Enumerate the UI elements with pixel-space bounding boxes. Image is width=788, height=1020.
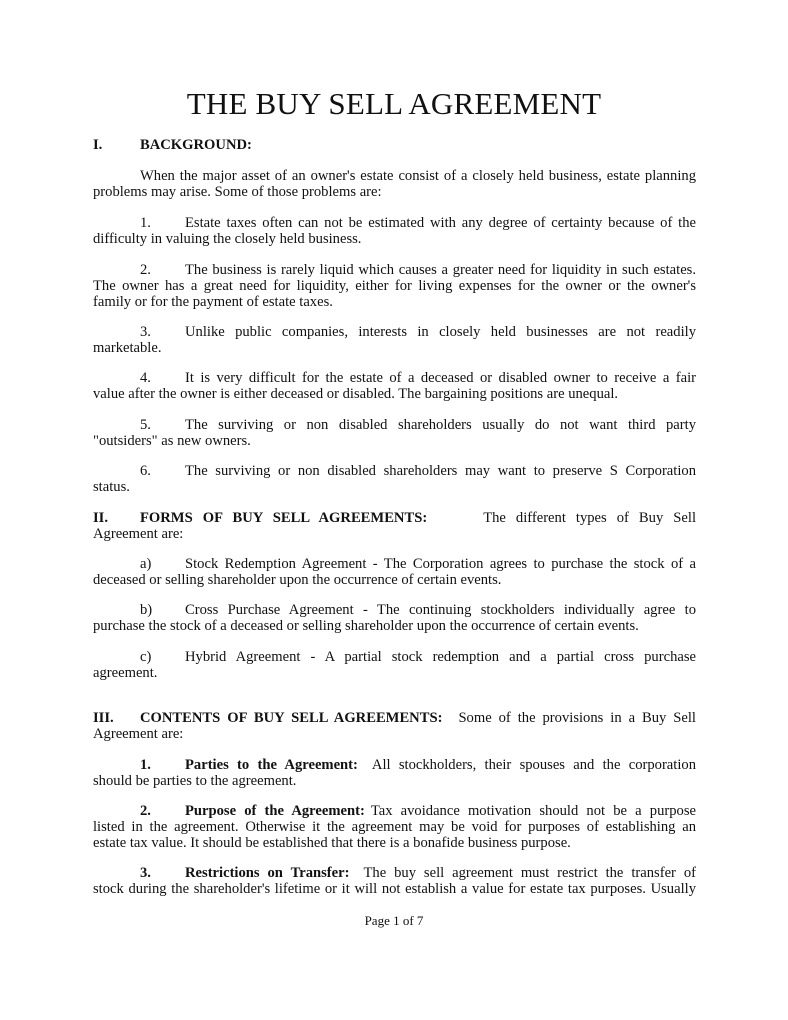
background-item-5: 5. The surviving or non disabled shareholders usually do not want third party "outsiders" as new owners. — [93, 417, 696, 449]
section-heading-contents: III. CONTENTS OF BUY SELL AGREEMENTS: Some of the provisions in a Buy Sell Agreement are: — [93, 710, 696, 742]
section-heading-background — [93, 137, 252, 154]
item-label: Restrictions on Transfer: — [185, 865, 350, 881]
page-number: Page 1 of 7 — [364, 913, 424, 928]
contents-item-2: 2. Purpose of the Agreement: Tax avoidance motivation should not be a purpose listed in the agreement. Otherwise it the agreement may be void for purposes of establishing an estate tax value. It should be established that there is a bonafide business purpose. — [93, 803, 696, 851]
item-number: 2. — [140, 803, 151, 819]
paragraph-line: problems may arise. Some of those problems are: — [93, 184, 382, 200]
paragraph-line: When the major asset of an owner's estate consist of a closely held business, estate planning — [140, 168, 696, 184]
section-number: I. — [93, 137, 103, 153]
section-lead-text: Some of the provisions in a Buy Sell — [458, 710, 696, 726]
background-item-2: 2. The business is rarely liquid which causes a greater need for liquidity in such estates. The owner has a great need for liquidity, either for living expenses for the owner or the owner's family or for the payment of estate taxes. — [93, 262, 696, 310]
contents-item-3: 3. Restrictions on Transfer: The buy sell agreement must restrict the transfer of stock during the shareholder's lifetime or it will not establish a value for estate tax purposes. Usually — [93, 865, 696, 897]
item-number: 3. — [140, 865, 151, 881]
item-number: c) — [140, 649, 152, 665]
background-item-6: 6. The surviving or non disabled shareholders may want to preserve S Corporation status. — [93, 463, 696, 495]
item-label: Parties to the Agreement: — [185, 757, 358, 773]
section-title: FORMS OF BUY SELL AGREEMENTS: — [140, 510, 428, 526]
section-number: III. — [93, 710, 114, 726]
item-number: 1. — [140, 757, 151, 773]
item-number: 3. — [140, 324, 151, 340]
section-heading-forms: II. FORMS OF BUY SELL AGREEMENTS: The different types of Buy Sell Agreement are: — [93, 510, 696, 542]
background-item-3: 3. Unlike public companies, interests in closely held businesses are not readily marketable. — [93, 324, 696, 356]
item-number: 2. — [140, 262, 151, 278]
contents-item-1: 1. Parties to the Agreement: All stockholders, their spouses and the corporation should be parties to the agreement. — [93, 757, 696, 789]
item-number: 4. — [140, 370, 151, 386]
item-number: 6. — [140, 463, 151, 479]
forms-item-c: c) Hybrid Agreement - A partial stock redemption and a partial cross purchase agreement. — [93, 649, 696, 681]
forms-item-a: a) Stock Redemption Agreement - The Corporation agrees to purchase the stock of a deceased or selling shareholder upon the occurrence of certain events. — [93, 556, 696, 588]
section-number: II. — [93, 510, 109, 526]
page-title: THE BUY SELL AGREEMENT — [186, 86, 602, 121]
item-label: Purpose of the Agreement: — [185, 803, 365, 819]
item-number: 5. — [140, 417, 151, 433]
section-lead-text: The different types of Buy Sell — [483, 510, 696, 526]
item-number: a) — [140, 556, 152, 572]
item-number: 1. — [140, 215, 151, 231]
section-title: CONTENTS OF BUY SELL AGREEMENTS: — [140, 710, 443, 726]
background-item-1: 1. Estate taxes often can not be estimated with any degree of certainty because of the difficulty in valuing the closely held business. — [93, 215, 696, 247]
section-title: BACKGROUND: — [140, 137, 252, 153]
background-item-4: 4. It is very difficult for the estate of a deceased or disabled owner to receive a fair value after the owner is either deceased or disabled. The bargaining positions are unequal. — [93, 370, 696, 402]
background-intro — [93, 168, 696, 200]
item-number: b) — [140, 602, 153, 618]
forms-item-b: b) Cross Purchase Agreement - The continuing stockholders individually agree to purchase the stock of a deceased or selling shareholder upon the occurrence of certain events. — [93, 602, 696, 634]
